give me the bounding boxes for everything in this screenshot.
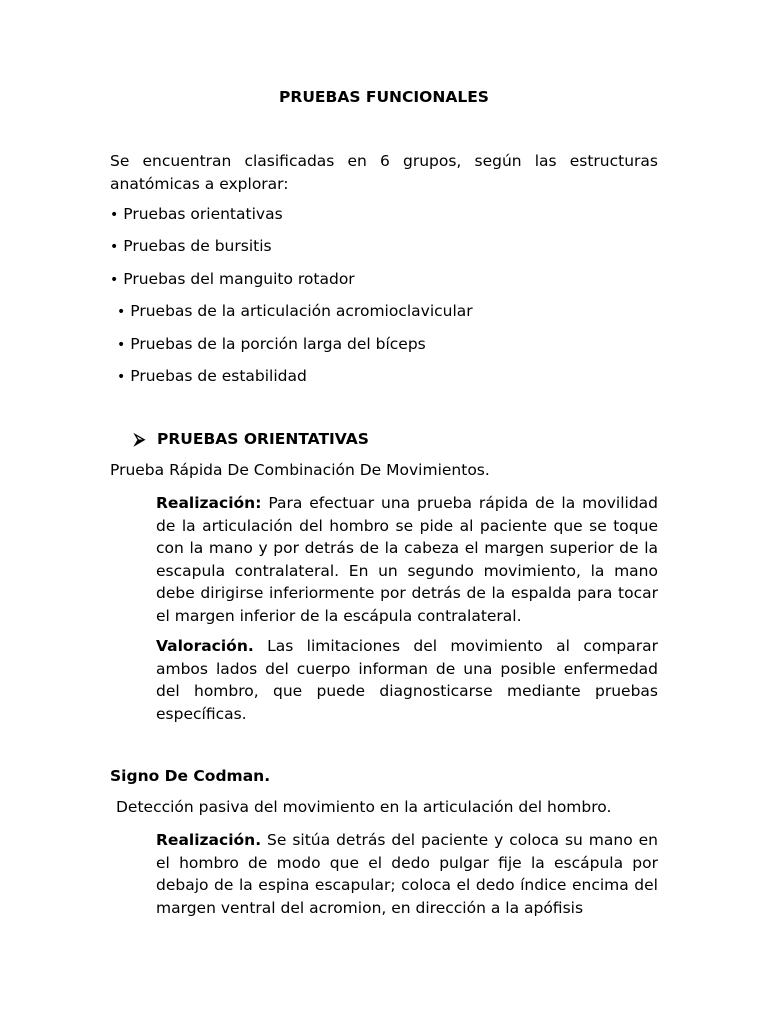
bullet-icon: • bbox=[110, 239, 119, 256]
realizacion-paragraph bbox=[156, 492, 658, 627]
list-item: • Pruebas orientativas bbox=[110, 205, 283, 223]
realizacion-text: Se sitúa detrás del paciente y coloca su mano en el hombro de modo que el dedo pulgar fije la escápula por debajo de la espina escapular; coloca el dedo índice encima del margen ventral del acromion, en dirección a la apófisis bbox=[156, 831, 658, 917]
list-item: • Pruebas de estabilidad bbox=[117, 366, 307, 385]
realizacion-paragraph-2 bbox=[156, 829, 658, 919]
section-heading: ⮚ PRUEBAS ORIENTATIVAS bbox=[134, 430, 369, 448]
list-item: • Pruebas de la porción larga del bíceps bbox=[117, 334, 426, 353]
realizacion-label: Realización: bbox=[156, 494, 262, 512]
bullet-icon: • bbox=[110, 271, 119, 288]
valoracion-text: Las limitaciones del movimiento al comparar ambos lados del cuerpo informan de una posible enfermedad del hombro, que puede diagnosticarse mediante pruebas específicas. bbox=[156, 637, 658, 723]
bullet-icon: • bbox=[110, 207, 119, 223]
list-item: • Pruebas de la articulación acromioclavicular bbox=[117, 302, 473, 321]
valoracion-paragraph bbox=[156, 635, 658, 725]
sign-heading: Signo De Codman. bbox=[110, 767, 271, 785]
sign-subtitle: Detección pasiva del movimiento en la articulación del hombro. bbox=[116, 798, 612, 816]
valoracion-label: Valoración. bbox=[156, 637, 254, 655]
realizacion-label: Realización. bbox=[156, 831, 262, 849]
bullet-list bbox=[110, 203, 473, 397]
bullet-icon: • bbox=[117, 336, 126, 353]
intro-paragraph: Se encuentran clasificadas en 6 grupos, según las estructuras anatómicas a explorar: bbox=[110, 152, 658, 193]
realizacion-text: Para efectuar una prueba rápida de la movilidad de la articulación del hombro se pide al paciente que se toque con la mano y por detrás de la cabeza el margen superior de la escapula contralateral. En un segundo movimiento, la mano debe dirigirse inferiormente por detrás de la espalda para tocar el margen inferior de la escápula contralateral. bbox=[156, 494, 658, 625]
page-title: PRUEBAS FUNCIONALES bbox=[279, 88, 489, 106]
arrow-bullet-icon: ⮚ bbox=[134, 430, 146, 448]
bullet-icon: • bbox=[117, 304, 126, 321]
test-name: Prueba Rápida De Combinación De Movimientos. bbox=[110, 461, 490, 479]
list-item: • Pruebas de bursitis bbox=[110, 237, 272, 256]
list-item: • Pruebas del manguito rotador bbox=[110, 269, 355, 288]
bullet-icon: • bbox=[117, 368, 126, 385]
